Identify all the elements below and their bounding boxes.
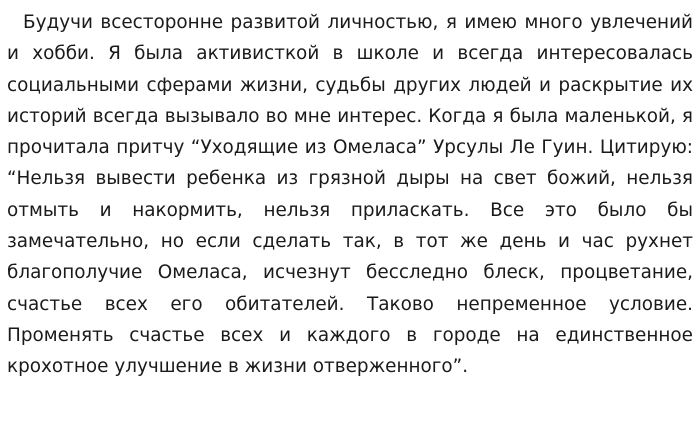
body-paragraph: Будучи всесторонне развитой личностью, я имею много увлечений и хобби. Я была активисткой в школе и всегда интересовалась социальными сферами жизни, судьбы других людей и раскрытие их историй всегда вызывало во мне интерес. Когда я была маленькой, я прочитала притчу “Уходящие из Омеласа” Урсулы Ле Гуин. Цитирую: “Нельзя вывести ребенка из грязной дыры на свет божий, нельзя отмыть и накормить, нельзя приласкать. Все это было бы замечательно, но если сделать так, в тот же день и час рухнет благополучие Омеласа, исчезнут бесследно блеск, процветание, счастье всех его обитателей. Таково непременное условие. Променять счастье всех и каждого в городе на единственное крохотное улучшение в жизни отверженного”. [7,12,693,378]
